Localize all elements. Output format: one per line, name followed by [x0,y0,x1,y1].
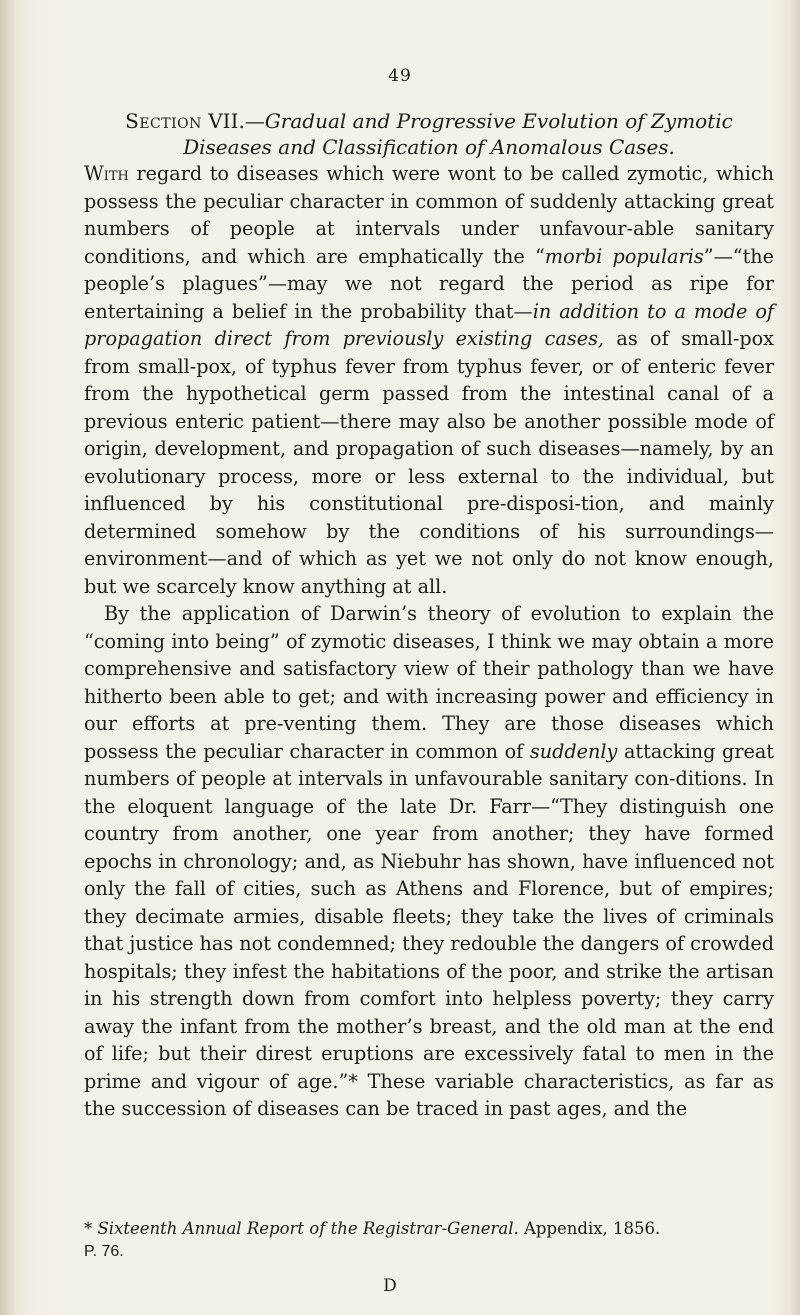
paragraph-2-emphasis: suddenly [529,739,618,763]
page-number: 49 [388,66,412,86]
paragraph-2-text-a: By the application of Darwin’s theory of evolution to explain the “coming into being” of zymotic diseases, I think we may obtain a more comprehensive and satisfactory view of their pathology than we have hitherto been able to get; and with increasing power and efficiency in our efforts at pre-venting them. They are those diseases which possess the peculiar character in common of [84,602,774,763]
footnote-line-2 [84,1240,774,1263]
heading-title-part-2: Diseases and Classification of Anomalous Cases. [183,135,675,159]
heading-line-2 [84,134,774,160]
footnote-page-ref: P. 76. [84,1243,124,1260]
footnote-appendix: Appendix, 1856. [523,1219,661,1238]
paragraph-2 [84,600,774,1123]
section-label: Section [125,109,202,133]
paragraph-1-text-c: as of small-pox from small-pox, of typhus fever from typhus fever, or of enteric fever from the hypothetical germ passed from the intestinal canal of a previous enteric patient—there may also be another possible mode of origin, development, and propagation of such diseases—namely, by an evolutionary process, more or less external to the individual, but influenced by his constitutional pre-disposi-tion, and mainly determined somehow by the conditions of his surroundings—environment—and of which as yet we not only do not know enough, but we scarcely know anything at all. [84,327,774,598]
footnote [84,1218,774,1263]
heading-title-part-1: Gradual and Progressive Evolution of Zymotic [264,109,733,133]
section-heading [84,108,774,160]
footnote-source: Sixteenth Annual Report of the Registrar-General. [97,1219,519,1238]
paragraph-1-text-a: regard to diseases which were wont to be called zymotic, which possess the peculiar character in common of suddenly attacking great numbers of people at intervals under unfavour-able sanitary conditions, and which are emphatically the “ [84,162,774,268]
paragraph-1 [84,160,774,600]
section-number: VII.— [208,109,265,133]
paragraph-1-text-b: ”—“the people’s plagues”—may we not regard the period as ripe for entertaining a belief in the probability that— [84,244,774,323]
signature-mark: D [383,1276,397,1296]
binding-edge [0,0,14,1315]
paragraph-1-lead: With [84,162,129,185]
body-text [84,160,774,1123]
footnote-line-1 [84,1218,774,1240]
paragraph-1-latin-term: morbi popularis [544,244,704,268]
heading-line-1 [84,108,774,134]
paragraph-1-emphasis: in addition to a mode of propagation direct from previously existing cases, [84,299,774,350]
paragraph-2-text-b: attacking great numbers of people at intervals in unfavourable sanitary con-ditions. In the eloquent language of the late Dr. Farr—“They distinguish one country from another, one year from another; they have formed epochs in chronology; and, as Niebuhr has shown, have influenced not only the fall of cities, such as Athens and Florence, but of empires; they decimate armies, disable fleets; they take the lives of criminals that justice has not condemned; they redouble the dangers of crowded hospitals; they infest the habitations of the poor, and strike the artisan in his strength down from comfort into helpless poverty; they carry away the infant from the mother’s breast, and the old man at the end of life; but their direst eruptions are excessively fatal to men in the prime and vigour of age.”* These variable characteristics, as far as the succession of diseases can be traced in past ages, and the [84,739,775,1120]
footnote-marker: * [84,1219,93,1238]
